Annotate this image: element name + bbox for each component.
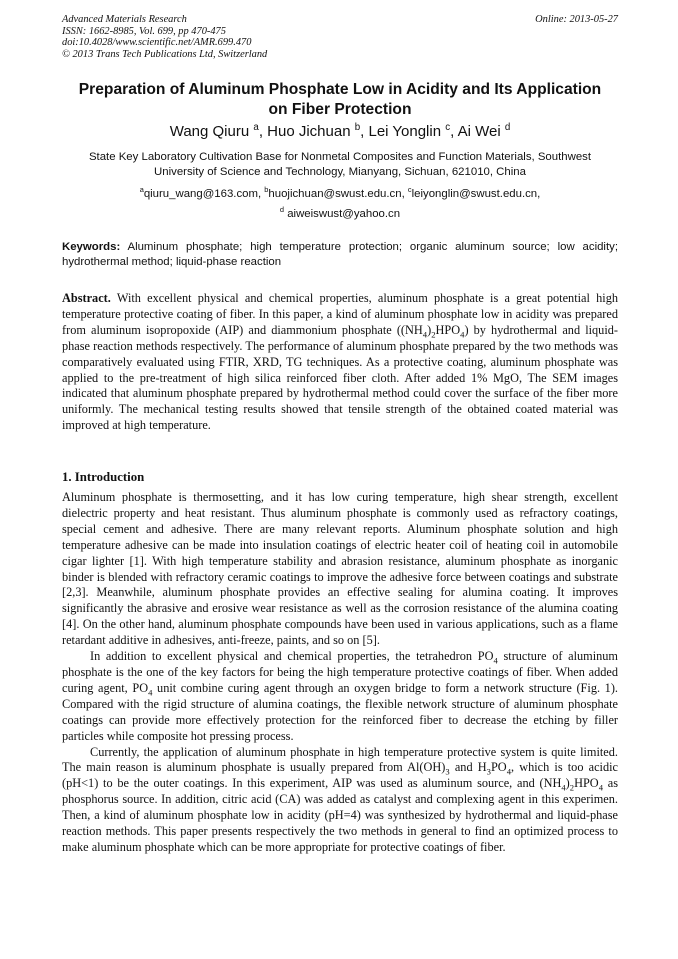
author-2: , Huo Jichuan — [258, 123, 355, 140]
abstract-text-1: With excellent physical and chemical properties, aluminum phosphate is a great potential high temperature protective coating of fiber. In this paper, a kind of aluminum phosphate low in acidity was prepared from aluminum isopropoxide (AIP) and diammonium phosphate ((NH — [62, 291, 618, 337]
doi-line: doi:10.4028/www.scientific.net/AMR.699.470 — [62, 37, 252, 49]
email-list — [60, 184, 620, 224]
p3-text-c: PO — [490, 760, 507, 775]
p3-sub-5: 2 — [569, 782, 575, 793]
p2-text-c: unit combine curing agent through an oxygen bridge to form a network structure (Fig. 1). Compared with the rigid structure of alumina coatings, the flexible network structure of aluminum phosphate coatings can provide more effectively protection for the reinforced fiber to decrease the etching by filler particles while composite hot pressing process. — [62, 680, 618, 743]
journal-header — [62, 14, 618, 60]
p3-text-a: Currently, the application of aluminum phosphate in high temperature protective system is quite limited. The main reason is aluminum phosphate is usually prepared from Al(OH) — [62, 744, 618, 775]
p3-sub-3: 4 — [506, 766, 511, 777]
keywords — [62, 240, 618, 270]
abstract-sub-3: 4 — [460, 329, 465, 340]
email-b-mark: b — [264, 185, 269, 195]
p3-text-d: , which is too acidic (pH<1) to be the outer coatings. In this experiment, AIP was used as aluminum source, and (NH — [62, 760, 618, 791]
author-2-mark: b — [354, 122, 361, 133]
affiliation — [60, 150, 620, 180]
author-1: Wang Qiuru — [169, 123, 254, 140]
title-line-2: on Fiber Protection — [268, 100, 412, 118]
email-d-mark: d — [279, 205, 285, 215]
p3-text-f: HPO — [574, 776, 599, 791]
abstract-sub-1: 4 — [422, 329, 428, 340]
email-line-1 — [60, 184, 620, 204]
p3-text-g: as phosphorus source. In addition, citric acid (CA) was added as catalyst and complexing agent in this experimen. Then, a kind of aluminum phosphate low in acidity (pH=4) was synthesized by hydrothermal and liquid-phase reaction methods. This paper presents respectively the two methods in general to find an optimized process to make aluminum phosphate which can be more appropriate for protective coatings of fiber. — [62, 776, 618, 854]
copyright-line: © 2013 Trans Tech Publications Ltd, Switzerland — [62, 48, 268, 60]
journal-name: Advanced Materials Research — [62, 14, 187, 25]
email-c: leiyonglin@swust.edu.cn, — [411, 188, 541, 200]
affiliation-line-2: University of Science and Technology, Mianyang, Sichuan, 621010, China — [154, 166, 526, 178]
email-line-2 — [60, 204, 620, 224]
p3-sub-2: 3 — [486, 766, 491, 777]
author-3-mark: c — [445, 122, 451, 133]
email-a-mark: a — [139, 185, 144, 195]
p2-text-a: In addition to excellent physical and chemical properties, the tetrahedron PO — [90, 649, 494, 664]
issn-line: ISSN: 1662-8985, Vol. 699, pp 470-475 — [62, 25, 226, 37]
author-3: , Lei Yonglin — [360, 123, 446, 140]
p2-sub-1: 4 — [493, 655, 498, 666]
intro-paragraph-1: Aluminum phosphate is thermosetting, and it has low curing temperature, high shear strength, excellent dielectric property and heat resistant. Thus aluminum phosphate is commonly used as refractory coatings, special cement and adhesive. There are many relevant reports. Aluminum phosphate solution and high temperature adhesive can be made into insulation coatings of electric heater coil of heating coil in automobile cigar lighter [1]. With high temperature stability and abrasion resistance, aluminum phosphate as inorganic binder is blended with refractory ceramic coatings to improve the adhesive force between coatings and substrate [2,3]. Meanwhile, aluminum phosphate provides an effective sealing for alumina coating. It improves significantly the abrasive and erosive wear resistance as well as the corrosion resistance of the alumina coating [4]. On the other hand, aluminum phosphate compounds have been used in various applications, such as a flame retardant additive in adhesives, anti-freeze, paints, and so on [5]. — [62, 490, 618, 648]
p2-text-b: structure of aluminum phosphate is the one of the key factors for being the high temperature protective coatings of fiber. When added curing agent, PO — [62, 649, 618, 695]
intro-paragraph-3 — [62, 745, 618, 856]
email-b: huojichuan@swust.edu.cn, — [268, 188, 408, 200]
email-d: aiweiswust@yahoo.cn — [287, 208, 401, 220]
email-c-mark: c — [407, 185, 412, 195]
abstract — [62, 291, 618, 434]
author-4: , Ai Wei — [450, 123, 505, 140]
title-line-1: Preparation of Aluminum Phosphate Low in Acidity and Its Application — [78, 81, 602, 98]
abstract-text-3: HPO — [435, 322, 461, 337]
abstract-text-2: ) — [427, 322, 432, 337]
keywords-label: Keywords: — [62, 241, 121, 253]
section-heading-introduction: 1. Introduction — [62, 470, 145, 484]
affiliation-line-1: State Key Laboratory Cultivation Base for Nonmetal Composites and Function Materials, Southwest — [88, 151, 592, 163]
intro-paragraph-2 — [62, 649, 618, 744]
abstract-label: Abstract. — [62, 291, 111, 305]
p3-text-b: and H — [449, 760, 487, 775]
p3-sub-6: 4 — [598, 782, 603, 793]
author-4-mark: d — [504, 122, 511, 133]
introduction-body — [62, 490, 618, 856]
keywords-text: Aluminum phosphate; high temperature protection; organic aluminum source; low acidity; hydrothermal method; liquid-phase reaction — [62, 241, 618, 268]
p3-sub-4: 4 — [561, 782, 566, 793]
paper-title — [60, 80, 620, 119]
author-1-mark: a — [253, 122, 259, 133]
author-list — [60, 122, 620, 141]
online-date: Online: 2013-05-27 — [535, 14, 618, 25]
abstract-text-4: ) by hydrothermal and liquid-phase reaction methods respectively. The performance of aluminum phosphate prepared by the two methods was comparatively evaluated using FTIR, XRD, TG techniques. As a protective coating, aluminum phosphate was applied to the pre-treatment of high silica reinforced fiber cloth. After added 1% MgO, The SEM images indicated that aluminum phosphate prepared by hydrothermal method could cover the surface of the fiber more uniformly. The mechanical testing results showed that tensile strength of the obtained coated material was improved at high temperature. — [62, 322, 618, 433]
email-a: qiuru_wang@163.com, — [143, 188, 265, 200]
abstract-sub-2: 2 — [431, 329, 436, 340]
p3-sub-1: 3 — [445, 766, 450, 777]
p3-text-e: ) — [565, 776, 570, 791]
p2-sub-2: 4 — [148, 687, 153, 698]
